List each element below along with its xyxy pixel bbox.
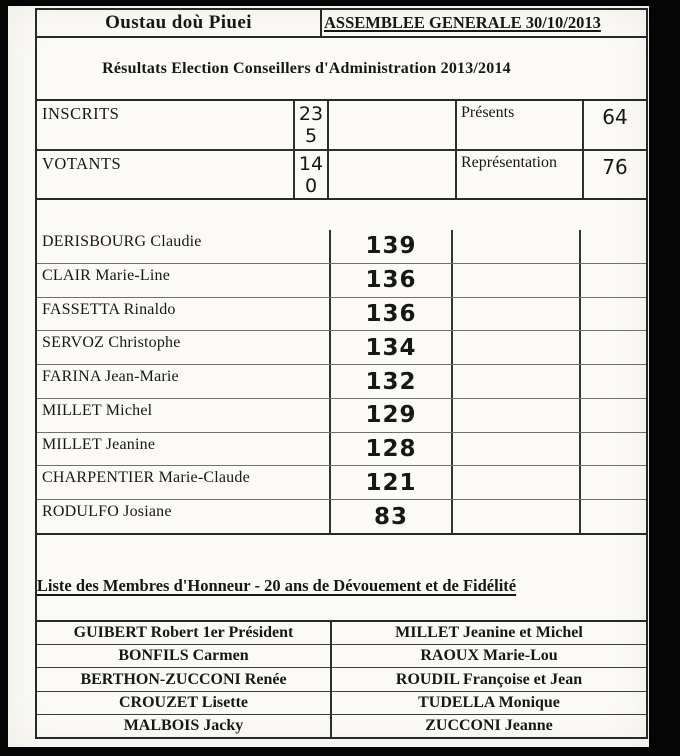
honor-members-table: [37, 620, 646, 737]
inscrits-label: INSCRITS: [37, 101, 295, 149]
honor-member-right: ROUDIL Françoise et Jean: [395, 670, 583, 688]
vote-count: 83: [331, 500, 453, 533]
result-row: [37, 499, 646, 533]
vote-count: 136: [331, 298, 453, 331]
honor-member-left: MALBOIS Jacky: [37, 715, 332, 737]
representation-label: Représentation: [457, 151, 584, 199]
empty-cell: [581, 399, 646, 432]
empty-cell: [581, 466, 646, 499]
assembly-title: ASSEMBLEE GENERALE 30/10/2013: [324, 13, 601, 32]
empty-cell: [453, 399, 581, 432]
empty-cell: [581, 264, 646, 297]
honor-row: [37, 691, 646, 714]
honor-row: [37, 622, 646, 644]
candidate-name: MILLET Michel: [37, 399, 331, 432]
election-results-table: [37, 230, 646, 535]
result-row: [37, 230, 646, 263]
spacer: [37, 200, 646, 230]
empty-cell: [453, 433, 581, 466]
assembly-title-cell: [322, 10, 646, 36]
empty-cell: [453, 331, 581, 364]
result-row: [37, 398, 646, 432]
empty-cell: [453, 365, 581, 398]
candidate-name: MILLET Jeanine: [37, 433, 331, 466]
vote-count: 134: [331, 331, 453, 364]
empty-cell: [453, 500, 581, 533]
vote-count: 121: [331, 466, 453, 499]
result-row: [37, 297, 646, 331]
document-outer-border: [35, 8, 648, 739]
empty-cell: [581, 230, 646, 263]
stats-row: [37, 151, 646, 199]
candidate-name: FASSETTA Rinaldo: [37, 298, 331, 331]
honor-member-left: GUIBERT Robert 1er Président: [37, 622, 332, 644]
vote-count: 136: [331, 264, 453, 297]
participation-stats-table: [37, 101, 646, 200]
honor-member-left: CROUZET Lisette: [37, 692, 332, 714]
empty-cell: [581, 365, 646, 398]
stats-row: [37, 101, 646, 151]
candidate-name: FARINA Jean-Marie: [37, 365, 331, 398]
empty-cell: [453, 298, 581, 331]
org-name: Oustau doù Piuei: [37, 10, 322, 36]
result-row: [37, 330, 646, 364]
empty-cell: [581, 433, 646, 466]
honor-title-area: [37, 535, 646, 620]
candidate-name: RODULFO Josiane: [37, 500, 331, 533]
honor-member-right: TUDELLA Monique: [418, 693, 560, 711]
honor-member-right: ZUCCONI Jeanne: [425, 716, 553, 734]
document-header: [37, 10, 646, 38]
votants-value: 140: [295, 151, 329, 199]
empty-cell: [453, 230, 581, 263]
vote-count: 129: [331, 399, 453, 432]
honor-member-right: RAOUX Marie-Lou: [420, 647, 558, 665]
honor-member-right: MILLET Jeanine et Michel: [395, 624, 583, 642]
empty-cell: [581, 298, 646, 331]
candidate-name: SERVOZ Christophe: [37, 331, 331, 364]
result-row: [37, 432, 646, 466]
result-row: [37, 465, 646, 499]
presents-value: 64: [602, 105, 628, 129]
representation-value: 76: [602, 154, 628, 179]
result-row: [37, 263, 646, 297]
results-subtitle: Résultats Election Conseillers d'Administration 2013/2014: [37, 38, 646, 101]
scanned-page: [8, 6, 649, 747]
candidate-name: DERISBOURG Claudie: [37, 230, 331, 263]
vote-count: 139: [331, 230, 453, 263]
honor-row: [37, 714, 646, 737]
empty-cell: [581, 331, 646, 364]
empty-cell: [453, 466, 581, 499]
candidate-name: CHARPENTIER Marie-Claude: [37, 466, 331, 499]
empty-cell: [329, 151, 457, 199]
honor-member-left: BONFILS Carmen: [37, 645, 332, 667]
empty-cell: [581, 500, 646, 533]
inscrits-value: 235: [295, 101, 329, 149]
empty-cell: [453, 264, 581, 297]
votants-label: VOTANTS: [37, 151, 295, 199]
candidate-name: CLAIR Marie-Line: [37, 264, 331, 297]
presents-label: Présents: [457, 101, 584, 149]
honor-row: [37, 667, 646, 690]
empty-cell: [329, 101, 457, 149]
result-row: [37, 364, 646, 398]
honor-member-left: BERTHON-ZUCCONI Renée: [37, 668, 332, 690]
honor-row: [37, 644, 646, 667]
vote-count: 132: [331, 365, 453, 398]
honor-title: Liste des Membres d'Honneur - 20 ans de Dévouement et de Fidélité: [36, 575, 517, 595]
vote-count: 128: [331, 433, 453, 466]
